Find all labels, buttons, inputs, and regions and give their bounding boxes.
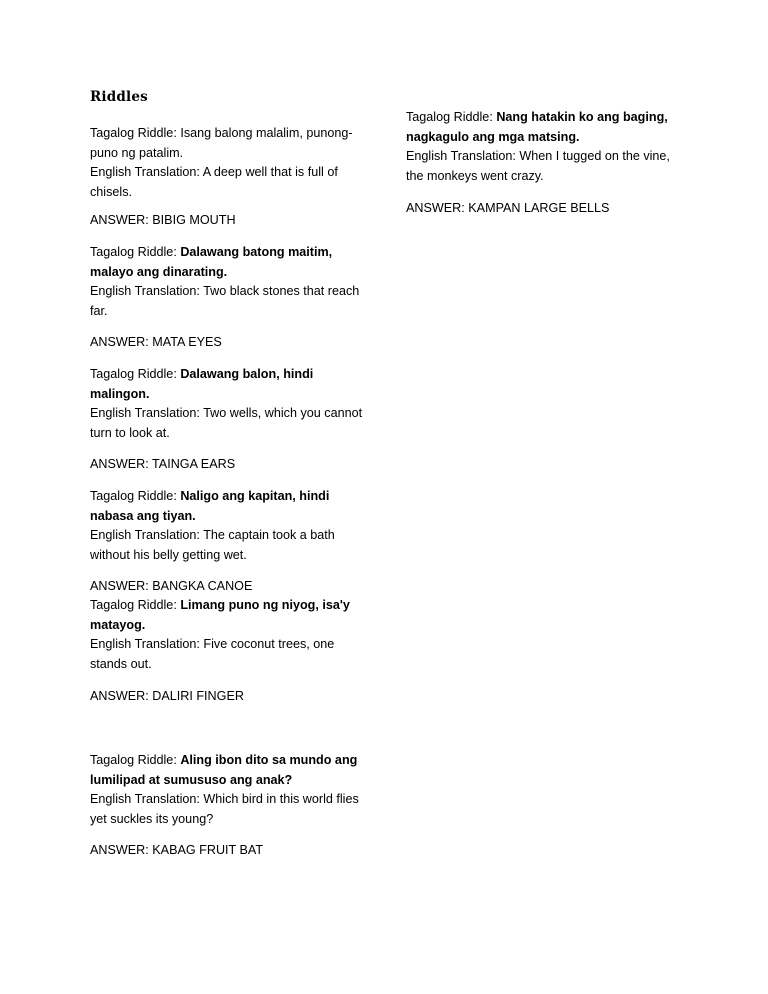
tagalog-riddle-line bbox=[90, 751, 365, 790]
english-translation-label: English Translation: bbox=[90, 406, 204, 420]
english-translation-line bbox=[90, 635, 365, 674]
tagalog-riddle-label: Tagalog Riddle: bbox=[406, 110, 497, 124]
riddle-answer-6: ANSWER: KABAG FRUIT BAT bbox=[90, 843, 264, 857]
tagalog-riddle-line bbox=[406, 108, 681, 147]
tagalog-riddle-label: Tagalog Riddle: bbox=[90, 753, 181, 767]
tagalog-riddle-text: Isang balong malalim, punong-puno ng patalim. bbox=[90, 126, 353, 160]
riddle-entry-1 bbox=[90, 124, 365, 202]
english-translation-text: The captain took a bath without his belly getting wet. bbox=[90, 528, 335, 562]
english-translation-line bbox=[90, 404, 365, 443]
tagalog-riddle-line bbox=[90, 243, 365, 282]
tagalog-riddle-line bbox=[90, 365, 365, 404]
tagalog-riddle-text: Aling ibon dito sa mundo ang lumilipad at sumususo ang anak? bbox=[90, 753, 358, 787]
english-translation-line bbox=[406, 147, 681, 186]
tagalog-riddle-label: Tagalog Riddle: bbox=[90, 598, 181, 612]
tagalog-riddle-text: Dalawang batong maitim, malayo ang dinarating. bbox=[90, 245, 333, 279]
english-translation-label: English Translation: bbox=[90, 792, 204, 806]
english-translation-text: Two black stones that reach far. bbox=[90, 284, 360, 318]
tagalog-riddle-text: Dalawang balon, hindi malingon. bbox=[90, 367, 314, 401]
riddle-answer-5: ANSWER: DALIRI FINGER bbox=[90, 689, 244, 703]
riddle-answer-2: ANSWER: MATA EYES bbox=[90, 335, 222, 349]
tagalog-riddle-text: Naligo ang kapitan, hindi nabasa ang tiyan. bbox=[90, 489, 330, 523]
riddle-answer-3: ANSWER: TAINGA EARS bbox=[90, 457, 236, 471]
english-translation-label: English Translation: bbox=[90, 284, 204, 298]
tagalog-riddle-line bbox=[90, 487, 365, 526]
riddle-entry-7 bbox=[406, 108, 681, 186]
english-translation-label: English Translation: bbox=[90, 637, 204, 651]
riddle-answer-4: ANSWER: BANGKA CANOE bbox=[90, 579, 253, 593]
riddle-entry-3 bbox=[90, 365, 365, 443]
riddle-answer-7: ANSWER: KAMPAN LARGE BELLS bbox=[406, 201, 610, 215]
english-translation-text: Two wells, which you cannot turn to look at. bbox=[90, 406, 363, 440]
english-translation-text: Which bird in this world flies yet suckles its young? bbox=[90, 792, 359, 826]
tagalog-riddle-text: Limang puno ng niyog, isa'y matayog. bbox=[90, 598, 350, 632]
tagalog-riddle-text: Nang hatakin ko ang baging, nagkagulo ang mga matsing. bbox=[406, 110, 668, 144]
tagalog-riddle-label: Tagalog Riddle: bbox=[90, 367, 181, 381]
english-translation-line bbox=[90, 526, 365, 565]
english-translation-line bbox=[90, 790, 365, 829]
riddle-entry-5 bbox=[90, 596, 365, 674]
tagalog-riddle-line bbox=[90, 124, 365, 163]
riddle-entry-2 bbox=[90, 243, 365, 321]
english-translation-text: A deep well that is full of chisels. bbox=[90, 165, 338, 199]
tagalog-riddle-label: Tagalog Riddle: bbox=[90, 489, 181, 503]
page-title: Riddles bbox=[90, 89, 148, 105]
riddle-entry-6 bbox=[90, 751, 365, 829]
english-translation-label: English Translation: bbox=[90, 528, 204, 542]
riddle-entry-4 bbox=[90, 487, 365, 565]
tagalog-riddle-label: Tagalog Riddle: bbox=[90, 245, 181, 259]
english-translation-label: English Translation: bbox=[406, 149, 520, 163]
riddle-answer-1: ANSWER: BIBIG MOUTH bbox=[90, 213, 236, 227]
tagalog-riddle-line bbox=[90, 596, 365, 635]
english-translation-line bbox=[90, 282, 365, 321]
english-translation-text: When I tugged on the vine, the monkeys went crazy. bbox=[406, 149, 670, 183]
english-translation-line bbox=[90, 163, 365, 202]
tagalog-riddle-label: Tagalog Riddle: bbox=[90, 126, 181, 140]
english-translation-label: English Translation: bbox=[90, 165, 203, 179]
english-translation-text: Five coconut trees, one stands out. bbox=[90, 637, 335, 671]
